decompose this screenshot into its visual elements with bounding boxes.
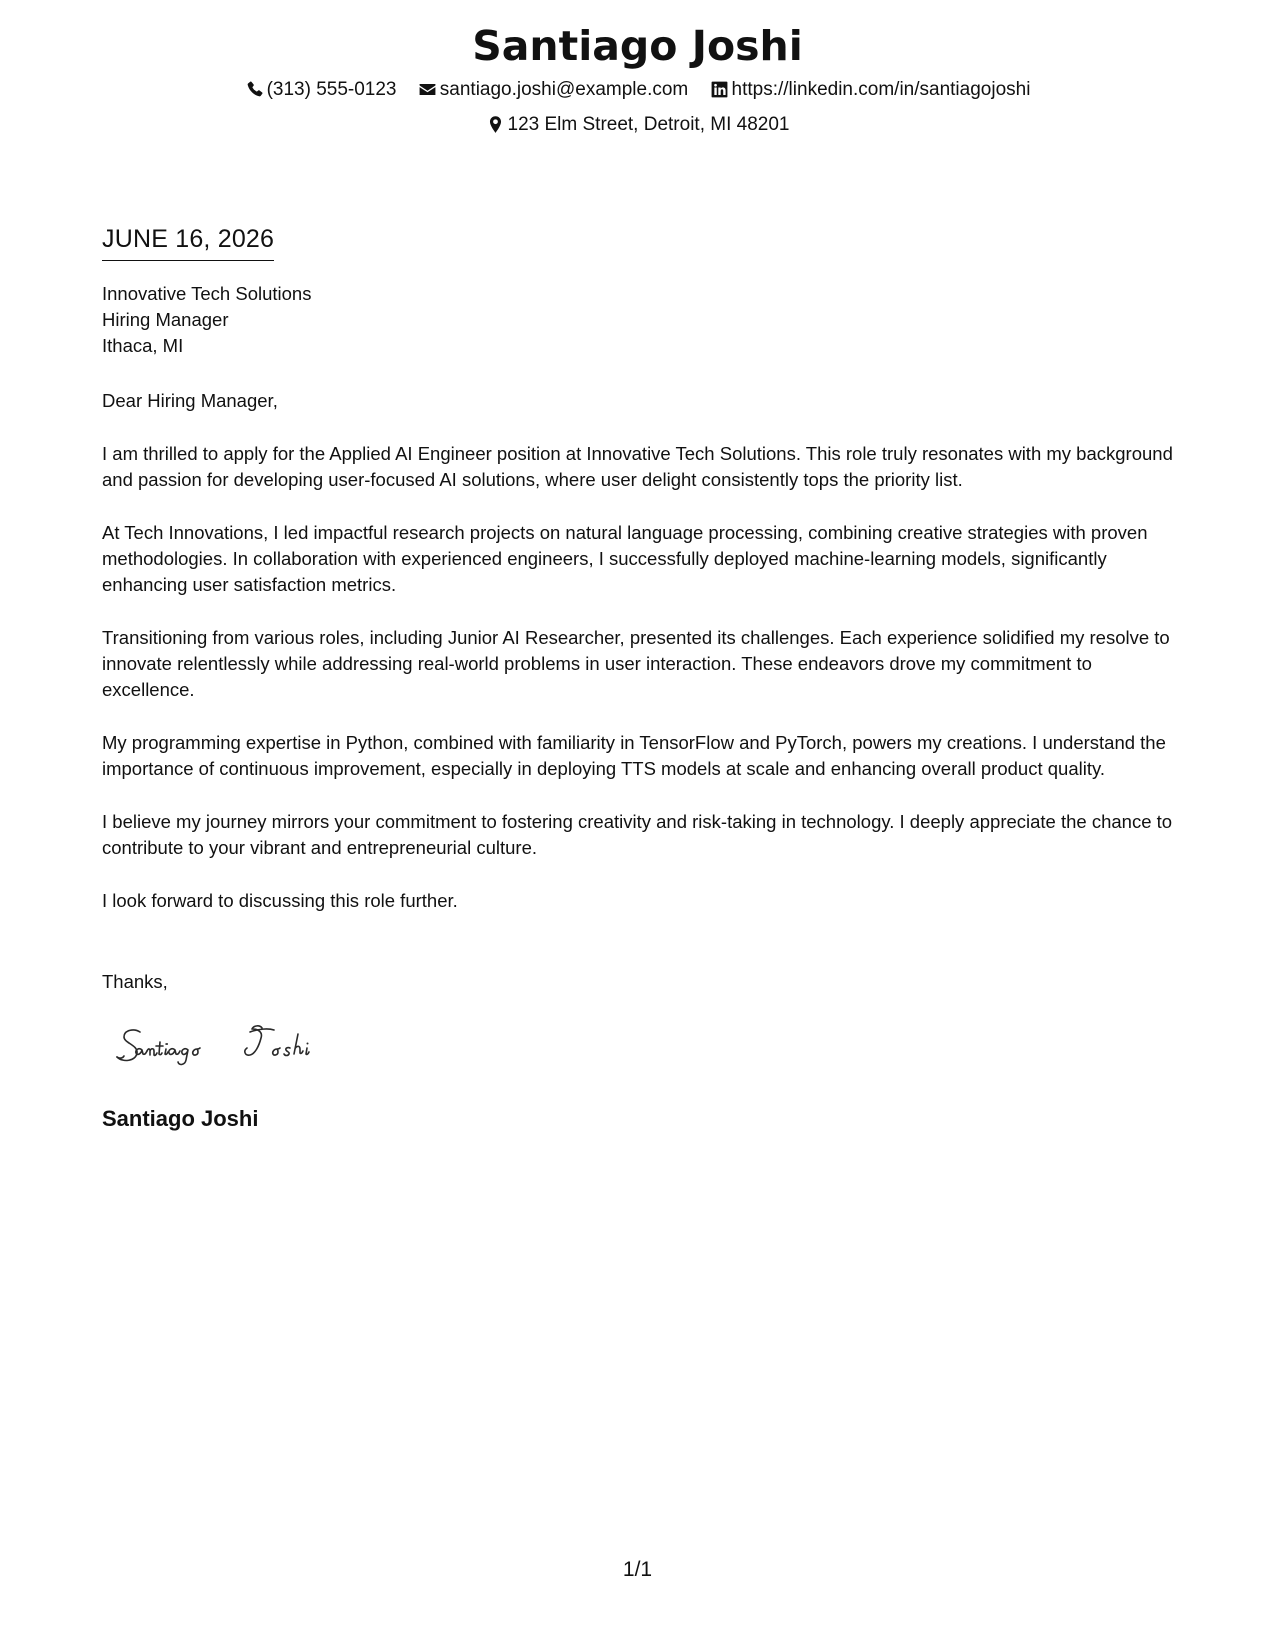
address-contact: [486, 109, 790, 140]
envelope-icon: [418, 80, 437, 99]
applicant-name: Santiago Joshi: [472, 22, 803, 70]
paragraph-5: I believe my journey mirrors your commitment to fostering creativity and risk-taking in technology. I deeply appreciate the chance to contribute to your vibrant and entrepreneurial culture.: [102, 811, 1173, 858]
recipient-block: [102, 281, 311, 359]
map-pin-icon: [486, 115, 505, 134]
handwritten-signature: [112, 1018, 352, 1078]
linkedin-icon: [710, 80, 729, 99]
email-address[interactable]: santiago.joshi@example.com: [439, 79, 689, 100]
salutation: Dear Hiring Manager,: [102, 390, 278, 411]
closing: Thanks,: [102, 971, 168, 992]
contact-row: [0, 74, 1275, 109]
phone-number: (313) 555-0123: [266, 79, 397, 100]
paragraph-2: At Tech Innovations, I led impactful research projects on natural language processing, combining creative strategies with proven methodologies. In collaboration with experienced engineers, I successfully deployed machine-learning models, significantly enhancing user satisfaction metrics.: [102, 522, 1148, 595]
phone-contact: [245, 74, 397, 105]
recipient-company: Innovative Tech Solutions: [102, 283, 312, 304]
letter-body: [102, 388, 1177, 941]
paragraph-4: My programming expertise in Python, combined with familiarity in TensorFlow and PyTorch, powers my creations. I understand the importance of continuous improvement, especially in deploying TTS models at scale and enhancing overall product quality.: [102, 732, 1166, 779]
recipient-title: Hiring Manager: [102, 309, 229, 330]
letter-header: [0, 18, 1275, 144]
linkedin-url[interactable]: https://linkedin.com/in/santiagojoshi: [731, 79, 1031, 100]
email-contact[interactable]: [418, 74, 688, 105]
linkedin-contact[interactable]: [710, 74, 1031, 105]
address-row: [0, 109, 1275, 144]
street-address: 123 Elm Street, Detroit, MI 48201: [507, 114, 790, 135]
paragraph-1: I am thrilled to apply for the Applied AI Engineer position at Innovative Tech Solutions. This role truly resonates with my background and passion for developing user-focused AI solutions, where user delight consistently tops the priority list.: [102, 443, 1173, 490]
paragraph-3: Transitioning from various roles, including Junior AI Researcher, presented its challenges. Each experience solidified my resolve to innovate relentlessly while addressing real-world problems in user interaction. These endeavors drove my commitment to excellence.: [102, 627, 1170, 700]
page-number: 1/1: [622, 1558, 653, 1581]
letter-date: JUNE 16, 2026: [102, 223, 274, 261]
phone-icon: [245, 80, 264, 99]
signer-name: Santiago Joshi: [102, 1106, 259, 1131]
recipient-location: Ithaca, MI: [102, 335, 184, 356]
paragraph-6: I look forward to discussing this role further.: [102, 890, 458, 911]
